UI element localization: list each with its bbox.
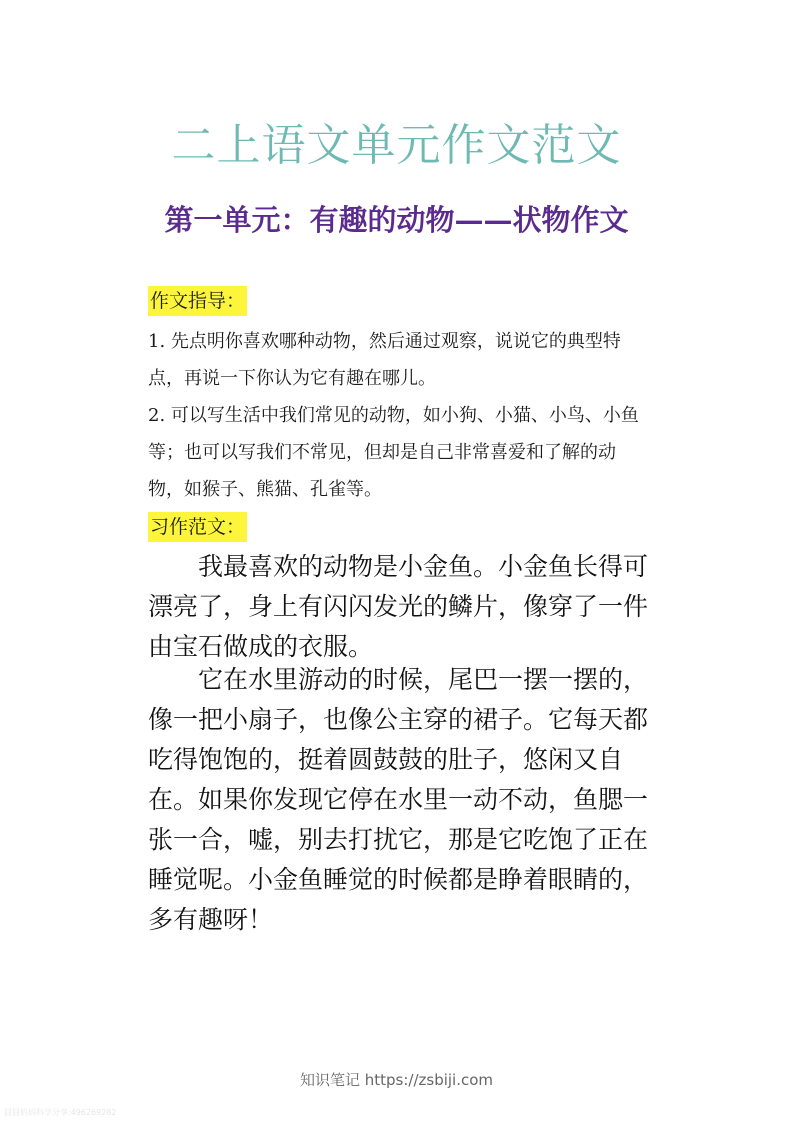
- essay-paragraph: [148, 547, 652, 667]
- footer-source: 知识笔记 https://zsbiji.com: [299, 1071, 494, 1089]
- watermark: 囧囧妈妈科学分享:496269282: [4, 1108, 117, 1117]
- guide-label: 作文指导：: [148, 286, 247, 316]
- essay-paragraph-text: 它在水里游动的时候，尾巴一摆一摆的，像一把小扇子，也像公主穿的裙子。它每天都吃得饱饱的，挺着圆鼓鼓的肚子，悠闲又自在。如果你发现它停在水里一动不动，鱼腮一张一合，嘘，别去打扰它，那是它吃饱了正在睡觉呢。小金鱼睡觉的时候都是睁着眼睛的，多有趣呀！: [148, 665, 649, 934]
- essay-paragraph-text: 我最喜欢的动物是小金鱼。小金鱼长得可漂亮了，身上有闪闪发光的鳞片，像穿了一件由宝石做成的衣服。: [148, 552, 649, 661]
- sample-label: 习作范文：: [148, 512, 247, 542]
- unit-title: 第一单元：有趣的动物——状物作文: [164, 203, 629, 237]
- guide-item: 2. 可以写生活中我们常见的动物，如小狗、小猫、小鸟、小鱼等；也可以写我们不常见，但却是自己非常喜爱和了解的动物，如猴子、熊猫、孔雀等。: [148, 405, 639, 500]
- guide-item: 1. 先点明你喜欢哪种动物，然后通过观察，说说它的典型特点，再说一下你认为它有趣在哪儿。: [148, 331, 621, 389]
- page-title: 二上语文单元作文范文: [171, 120, 622, 171]
- essay-paragraph: [148, 660, 652, 940]
